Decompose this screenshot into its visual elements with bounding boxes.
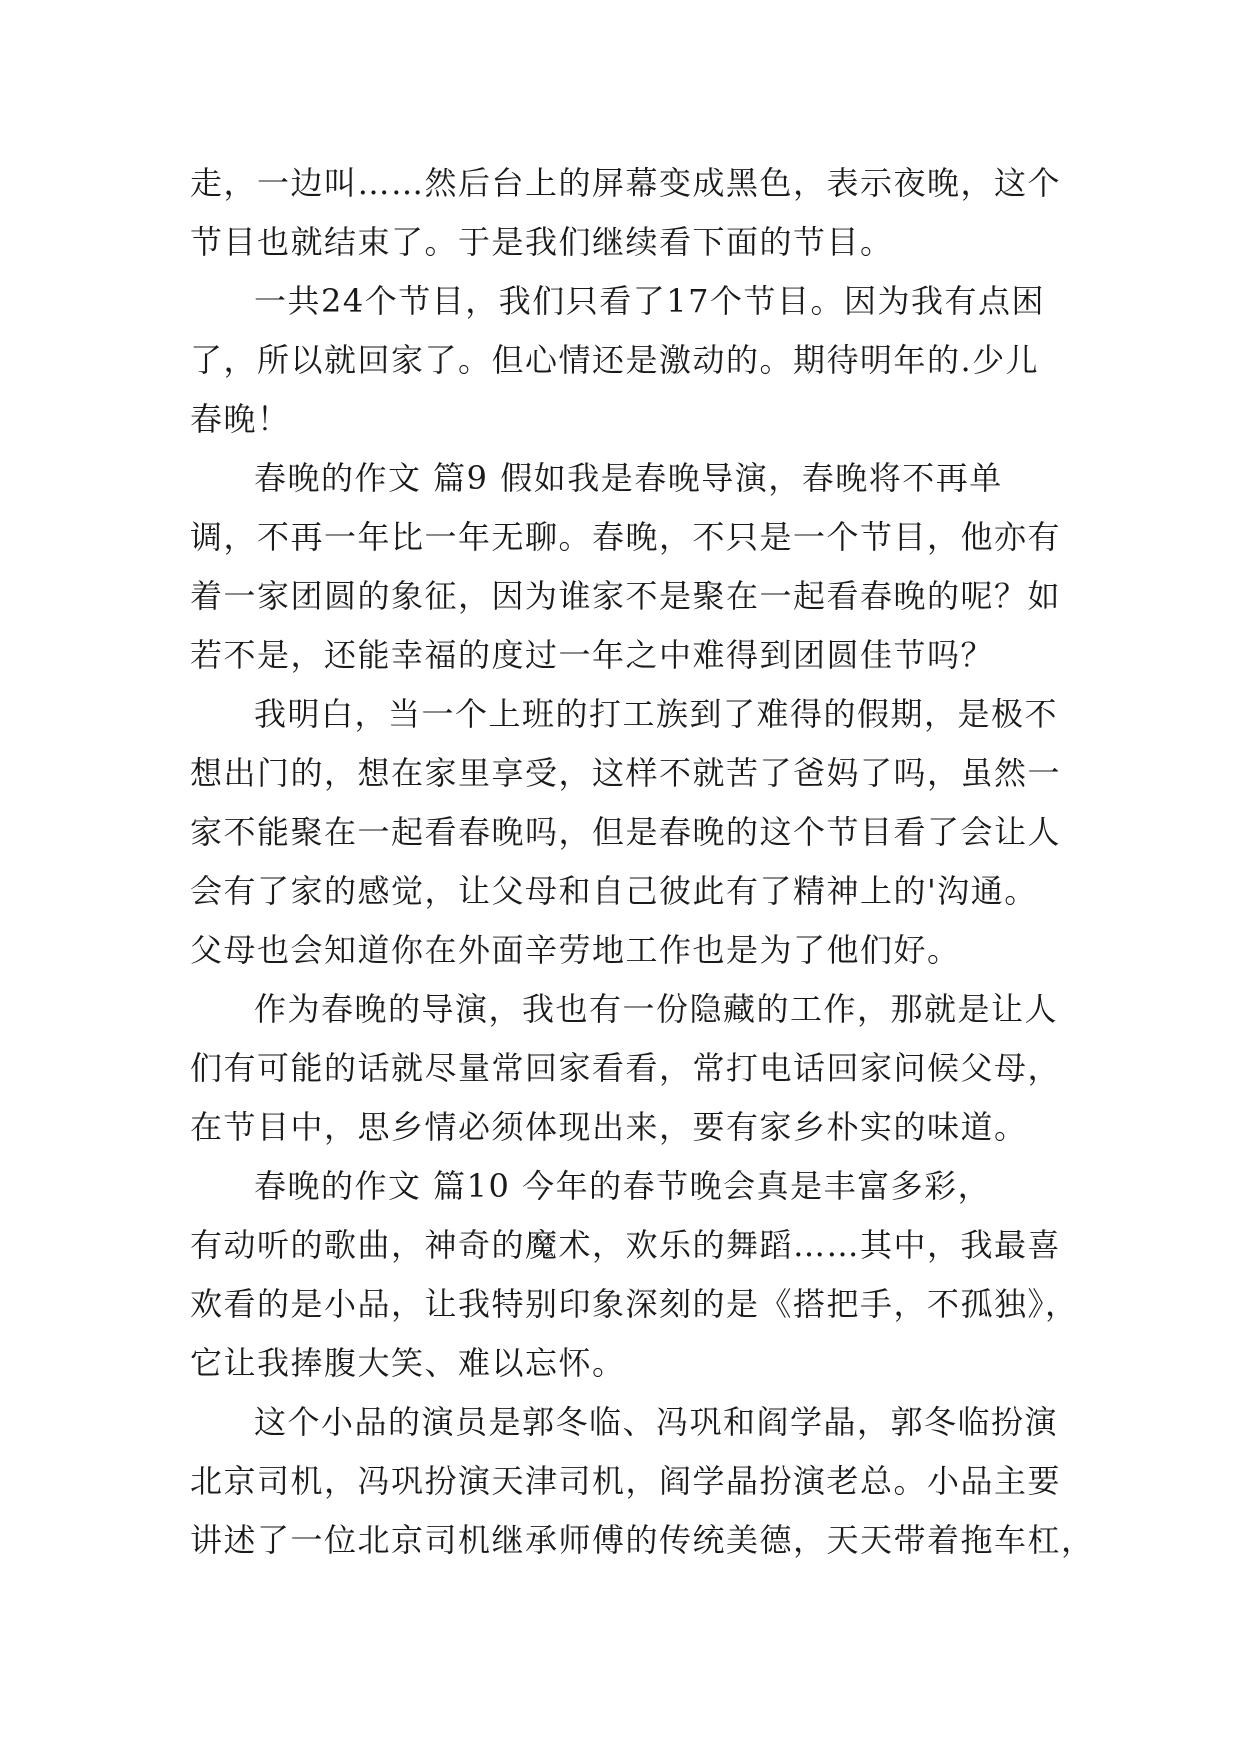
text-line: 节目也就结束了。于是我们继续看下面的节目。	[190, 223, 894, 261]
text-line: 父母也会知道你在外面辛劳地工作也是为了他们好。	[190, 931, 961, 969]
text-line: 这个小品的演员是郭冬临、冯巩和阎学晶，郭冬临扮演	[254, 1403, 1059, 1441]
text-line: 了，所以就回家了。但心情还是激动的。期待明年的.少儿	[190, 341, 1040, 379]
text-line: 会有了家的感觉，让父母和自己彼此有了精神上的'沟通。	[190, 872, 1038, 910]
text-line: 若不是，还能幸福的度过一年之中难得到团圆佳节吗？	[190, 636, 995, 674]
text-line: 欢看的是小品，让我特别印象深刻的是《搭把手，不孤独》，	[190, 1285, 1079, 1323]
text-line: 讲述了一位北京司机继承师傅的传统美德，天天带着拖车杠，	[190, 1521, 1095, 1559]
text-line: 它让我捧腹大笑、难以忘怀。	[190, 1344, 626, 1382]
text-line: 走，一边叫……然后台上的屏幕变成黑色，表示夜晚，这个	[190, 164, 1062, 202]
text-line: 一共24个节目，我们只看了17个节目。因为我有点困	[254, 282, 1045, 320]
text-line: 北京司机，冯巩扮演天津司机，阎学晶扮演老总。小品主要	[190, 1462, 1062, 1500]
text-line: 想出门的，想在家里享受，这样不就苦了爸妈了吗，虽然一	[190, 754, 1062, 792]
text-line: 调，不再一年比一年无聊。春晚，不只是一个节目，他亦有	[190, 518, 1062, 556]
text-line: 春晚！	[190, 400, 291, 438]
essay-text-column	[190, 154, 1095, 1570]
text-line: 家不能聚在一起看春晚吗，但是春晚的这个节目看了会让人	[190, 813, 1062, 851]
text-line: 作为春晚的导演，我也有一份隐藏的工作，那就是让人	[254, 990, 1059, 1028]
text-line: 着一家团圆的象征，因为谁家不是聚在一起看春晚的呢？如	[190, 577, 1062, 615]
section-heading-line: 春晚的作文 篇9 假如我是春晚导演，春晚将不再单	[254, 459, 1003, 497]
text-line: 们有可能的话就尽量常回家看看，常打电话回家问候父母，	[190, 1049, 1062, 1087]
text-line: 有动听的歌曲，神奇的魔术，欢乐的舞蹈……其中，我最喜	[190, 1226, 1062, 1264]
text-line: 在节目中，思乡情必须体现出来，要有家乡朴实的味道。	[190, 1108, 1028, 1146]
text-line: 我明白，当一个上班的打工族到了难得的假期，是极不	[254, 695, 1059, 733]
section-heading-line: 春晚的作文 篇10 今年的春节晚会真是丰富多彩，	[254, 1167, 992, 1205]
